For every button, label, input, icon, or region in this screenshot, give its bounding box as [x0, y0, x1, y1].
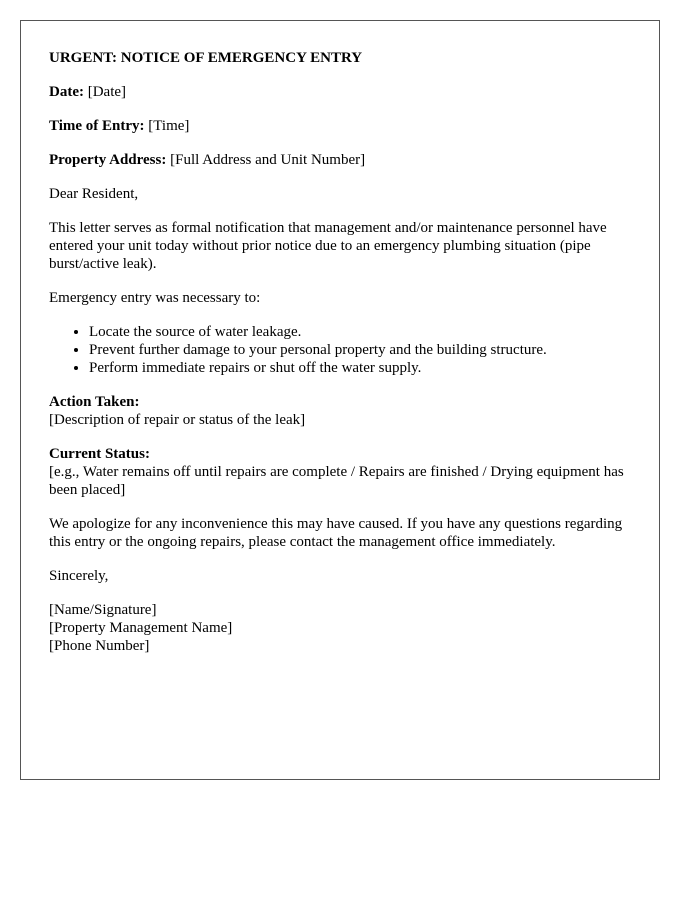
action-taken-value: [Description of repair or status of the leak] — [49, 412, 306, 428]
property-address-value: [Full Address and Unit Number] — [170, 152, 366, 168]
letter-title: URGENT: NOTICE OF EMERGENCY ENTRY — [49, 50, 363, 66]
closing: Sincerely, — [49, 568, 109, 584]
date-value: [Date] — [87, 84, 127, 100]
intro-paragraph: This letter serves as formal notification that management and/or maintenance personnel have entered your unit today without prior notice due to an emergency plumbing situation (pipe burst/active leak). — [49, 220, 607, 272]
signature-name: [Name/Signature] — [49, 602, 157, 618]
reasons-list — [49, 323, 631, 377]
time-of-entry-value: [Time] — [148, 118, 190, 134]
signature-company: [Property Management Name] — [49, 620, 233, 636]
date-label: Date: — [49, 84, 84, 100]
current-status-value: [e.g., Water remains off until repairs are complete / Repairs are finished / Drying equipment has been placed] — [49, 464, 624, 498]
list-item: • Perform immediate repairs or shut off the water supply. — [89, 359, 631, 377]
property-address-label: Property Address: — [49, 152, 167, 168]
action-taken-section — [49, 393, 631, 429]
action-taken-label: Action Taken: — [49, 394, 140, 410]
signature-block — [49, 601, 631, 655]
necessity-intro: Emergency entry was necessary to: — [49, 290, 261, 306]
time-of-entry-label: Time of Entry: — [49, 118, 145, 134]
current-status-section — [49, 445, 631, 499]
time-of-entry-line — [49, 117, 631, 135]
date-line — [49, 83, 631, 101]
letter-document — [20, 20, 660, 780]
list-item: • Prevent further damage to your personal property and the building structure. — [89, 341, 631, 359]
salutation: Dear Resident, — [49, 186, 139, 202]
list-item: • Locate the source of water leakage. — [89, 323, 631, 341]
apology-paragraph: We apologize for any inconvenience this may have caused. If you have any questions regarding this entry or the ongoing repairs, please contact the management office immediately. — [49, 516, 623, 550]
property-address-line — [49, 151, 631, 169]
current-status-label: Current Status: — [49, 446, 150, 462]
signature-phone: [Phone Number] — [49, 638, 150, 654]
